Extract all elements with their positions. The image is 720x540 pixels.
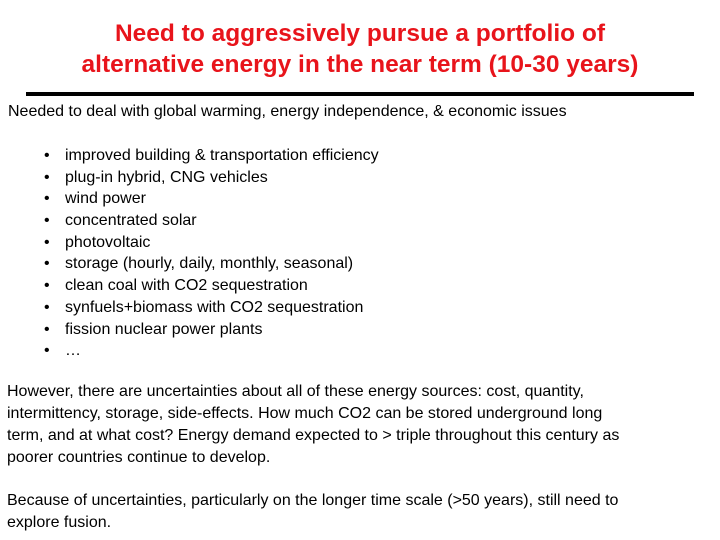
bullet-icon: •	[44, 212, 50, 230]
paragraph-line: term, and at what cost? Energy demand expected to > triple throughout this century as	[7, 427, 620, 444]
paragraph-line: poorer countries continue to develop.	[7, 449, 271, 466]
slide-title-line-2: alternative energy in the near term (10-30 years)	[81, 51, 639, 78]
paragraph-line: However, there are uncertainties about all of these energy sources: cost, quantity,	[7, 383, 584, 400]
bullet-icon: •	[44, 255, 50, 273]
bullet-icon: •	[44, 298, 50, 316]
bullet-text: photovoltaic	[65, 233, 151, 251]
bullet-text: fission nuclear power plants	[65, 320, 263, 338]
bullet-text: storage (hourly, daily, monthly, seasonal)	[65, 255, 354, 273]
uncertainties-paragraph	[7, 381, 713, 469]
bullet-text: clean coal with CO2 sequestration	[65, 277, 308, 295]
bullet-icon: •	[44, 147, 50, 164]
bullet-text: plug-in hybrid, CNG vehicles	[65, 168, 268, 186]
bullet-text: improved building & transportation efficiency	[65, 147, 379, 164]
fusion-paragraph	[7, 490, 713, 534]
bullet-icon: •	[44, 168, 50, 186]
title-divider	[26, 92, 694, 96]
bullet-icon: •	[44, 233, 50, 251]
bullet-icon: •	[44, 190, 50, 208]
bullet-text: wind power	[65, 190, 146, 208]
bullet-icon: •	[44, 320, 50, 338]
paragraph-line: Because of uncertainties, particularly on the longer time scale (>50 years), still need to	[7, 492, 619, 509]
slide-title	[0, 18, 720, 80]
bullet-text: …	[65, 342, 81, 360]
bullet-icon: •	[44, 342, 50, 360]
bullet-text: synfuels+biomass with CO2 sequestration	[65, 298, 364, 316]
paragraph-line: intermittency, storage, side-effects. How much CO2 can be stored underground long	[7, 405, 603, 422]
bullet-icon: •	[44, 277, 50, 295]
intro-text: Needed to deal with global warming, energy independence, & economic issues	[8, 103, 567, 120]
bullet-text: concentrated solar	[65, 212, 197, 230]
slide-title-line-1: Need to aggressively pursue a portfolio of	[114, 20, 606, 47]
paragraph-line: explore fusion.	[7, 514, 112, 531]
